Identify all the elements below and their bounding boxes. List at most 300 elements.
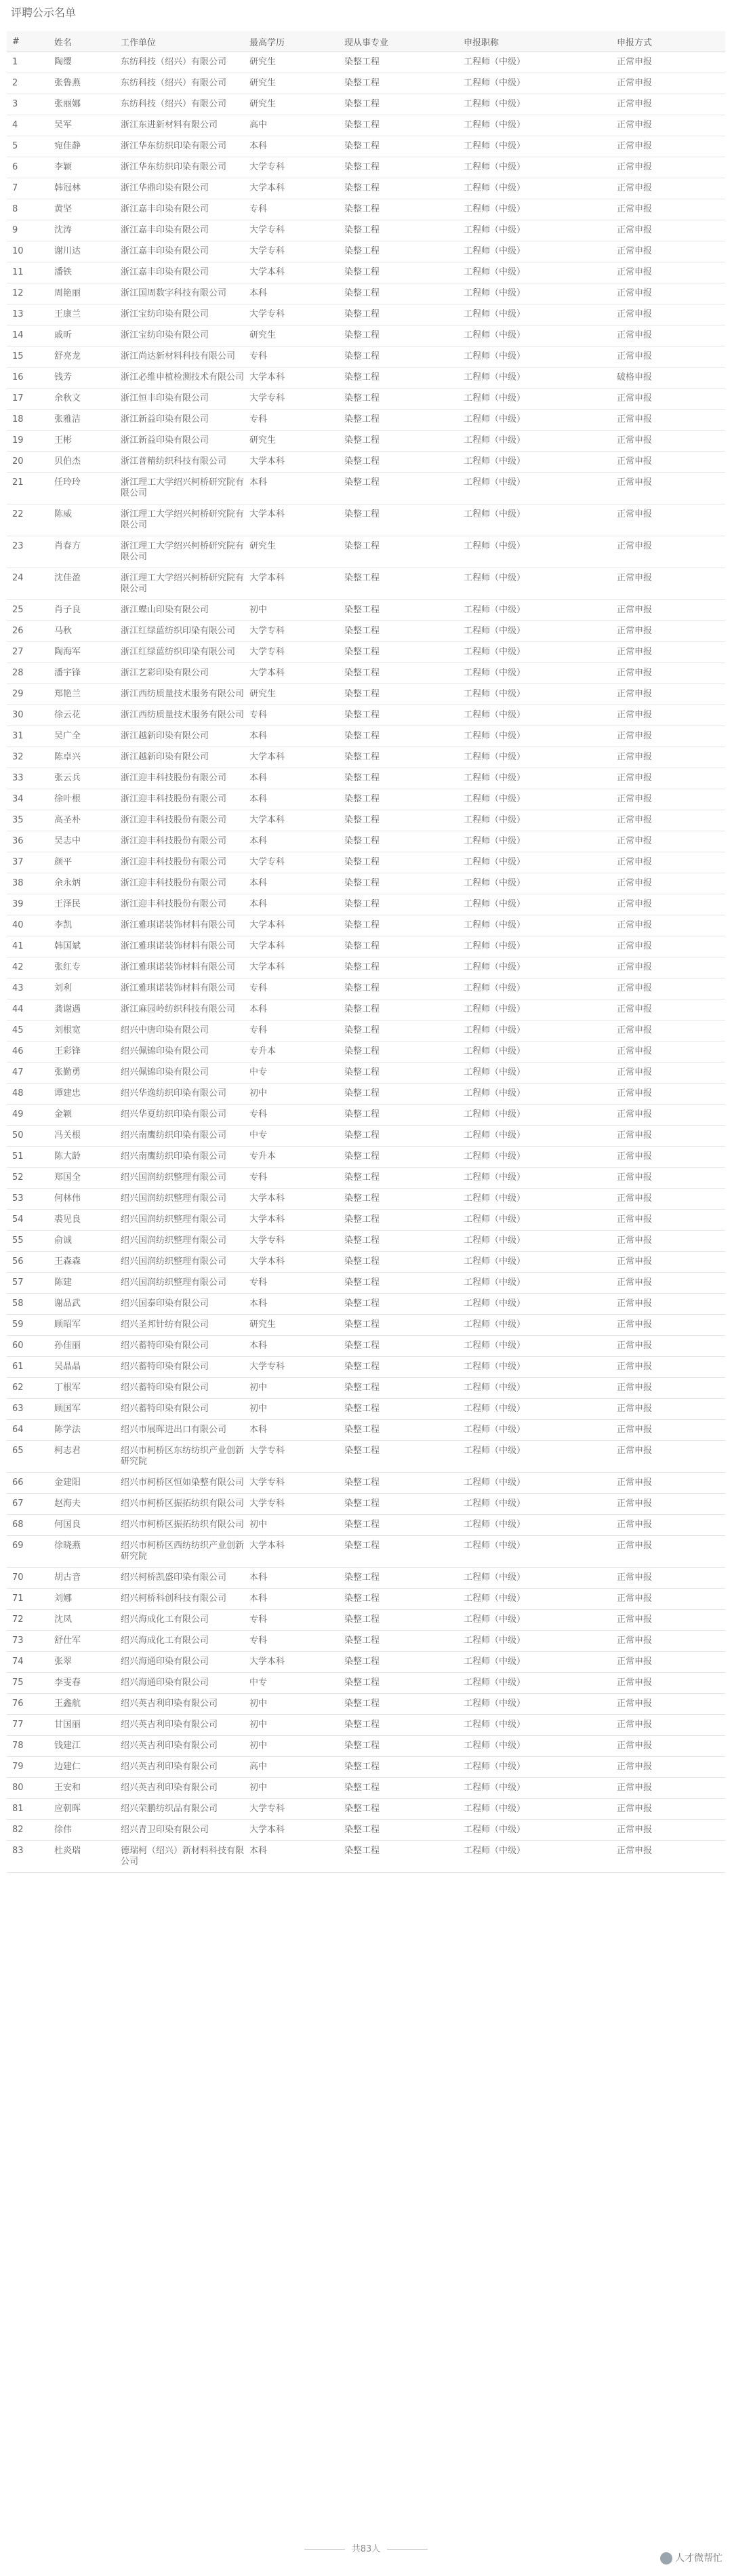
cell-index: 30 <box>7 705 49 726</box>
table-row <box>7 452 725 473</box>
cell-index: 62 <box>7 1378 49 1399</box>
cell-index: 7 <box>7 178 49 199</box>
cell-name: 孙佳丽 <box>49 1336 115 1357</box>
footer-total-label: 共83人 <box>351 2544 381 2554</box>
table-row <box>7 747 725 768</box>
cell-employer: 绍兴海成化工有限公司 <box>115 1610 244 1631</box>
cell-index: 72 <box>7 1610 49 1631</box>
cell-education: 专科 <box>244 199 339 220</box>
cell-title: 工程师（中级） <box>458 1568 611 1589</box>
cell-major: 染整工程 <box>339 600 458 621</box>
table-row <box>7 1189 725 1210</box>
table-row <box>7 283 725 304</box>
header-title: 申报职称 <box>458 31 611 52</box>
cell-employer: 绍兴国润纺织整理有限公司 <box>115 1273 244 1294</box>
cell-index: 74 <box>7 1652 49 1673</box>
cell-major: 染整工程 <box>339 831 458 852</box>
cell-index: 8 <box>7 199 49 220</box>
cell-employer: 东纺科技（绍兴）有限公司 <box>115 73 244 94</box>
cell-method: 正常申报 <box>611 747 725 768</box>
table-row <box>7 1084 725 1105</box>
cell-major: 染整工程 <box>339 642 458 663</box>
table-row <box>7 1420 725 1441</box>
table-row <box>7 115 725 136</box>
cell-title: 工程师（中级） <box>458 1652 611 1673</box>
cell-method: 正常申报 <box>611 94 725 115</box>
cell-title: 工程师（中级） <box>458 1515 611 1536</box>
cell-method: 正常申报 <box>611 1168 725 1189</box>
cell-title: 工程师（中级） <box>458 642 611 663</box>
cell-major: 染整工程 <box>339 1473 458 1494</box>
cell-education: 专科 <box>244 1168 339 1189</box>
cell-major: 染整工程 <box>339 978 458 999</box>
cell-index: 10 <box>7 241 49 262</box>
cell-method: 破格申报 <box>611 368 725 389</box>
cell-title: 工程师（中级） <box>458 810 611 831</box>
cell-index: 28 <box>7 663 49 684</box>
cell-employer: 绍兴华夏纺织印染有限公司 <box>115 1105 244 1126</box>
table-row <box>7 1536 725 1568</box>
cell-index: 56 <box>7 1252 49 1273</box>
cell-major: 染整工程 <box>339 410 458 431</box>
cell-education: 大学本科 <box>244 936 339 957</box>
cell-title: 工程师（中级） <box>458 1231 611 1252</box>
table-row <box>7 705 725 726</box>
table-row <box>7 1378 725 1399</box>
cell-index: 66 <box>7 1473 49 1494</box>
cell-major: 染整工程 <box>339 663 458 684</box>
cell-employer: 绍兴中唐印染有限公司 <box>115 1021 244 1042</box>
cell-major: 染整工程 <box>339 1820 458 1841</box>
cell-method: 正常申报 <box>611 1126 725 1147</box>
cell-major: 染整工程 <box>339 1652 458 1673</box>
cell-employer: 浙江迎丰科技股份有限公司 <box>115 894 244 915</box>
cell-index: 60 <box>7 1336 49 1357</box>
cell-title: 工程师（中级） <box>458 1399 611 1420</box>
cell-employer: 浙江越新印染有限公司 <box>115 747 244 768</box>
cell-method: 正常申报 <box>611 431 725 452</box>
cell-title: 工程师（中级） <box>458 1168 611 1189</box>
cell-education: 大学专科 <box>244 1799 339 1820</box>
table-row <box>7 262 725 283</box>
table-row <box>7 431 725 452</box>
cell-index: 44 <box>7 999 49 1021</box>
table-row <box>7 957 725 978</box>
cell-employer: 浙江越新印染有限公司 <box>115 726 244 747</box>
cell-employer: 绍兴南鹰纺织印染有限公司 <box>115 1147 244 1168</box>
page-title: 评聘公示名单 <box>11 6 77 19</box>
cell-method: 正常申报 <box>611 1063 725 1084</box>
cell-name: 吴晶晶 <box>49 1357 115 1378</box>
cell-index: 81 <box>7 1799 49 1820</box>
cell-education: 初中 <box>244 1778 339 1799</box>
cell-title: 工程师（中级） <box>458 1420 611 1441</box>
cell-education: 中专 <box>244 1673 339 1694</box>
table-row <box>7 136 725 157</box>
cell-education: 大学本科 <box>244 747 339 768</box>
cell-index: 58 <box>7 1294 49 1315</box>
cell-index: 29 <box>7 684 49 705</box>
cell-title: 工程师（中级） <box>458 873 611 894</box>
table-row <box>7 52 725 73</box>
cell-education: 专科 <box>244 410 339 431</box>
cell-method: 正常申报 <box>611 1336 725 1357</box>
cell-name: 顾昭军 <box>49 1315 115 1336</box>
cell-index: 22 <box>7 504 49 536</box>
cell-title: 工程师（中级） <box>458 684 611 705</box>
cell-education: 大学专科 <box>244 157 339 178</box>
cell-education: 大学专科 <box>244 1441 339 1473</box>
wechat-avatar-icon <box>660 2552 672 2564</box>
cell-method: 正常申报 <box>611 1378 725 1399</box>
cell-name: 丁根军 <box>49 1378 115 1399</box>
cell-method: 正常申报 <box>611 504 725 536</box>
cell-method: 正常申报 <box>611 936 725 957</box>
cell-index: 2 <box>7 73 49 94</box>
table-row <box>7 568 725 600</box>
cell-education: 本科 <box>244 1420 339 1441</box>
cell-method: 正常申报 <box>611 452 725 473</box>
cell-name: 潘宇锋 <box>49 663 115 684</box>
cell-name: 陈卓兴 <box>49 747 115 768</box>
header-name: 姓名 <box>49 31 115 52</box>
cell-education: 大学本科 <box>244 810 339 831</box>
table-row <box>7 1694 725 1715</box>
cell-name: 陈建 <box>49 1273 115 1294</box>
cell-name: 郑国全 <box>49 1168 115 1189</box>
cell-employer: 浙江迎丰科技股份有限公司 <box>115 852 244 873</box>
cell-employer: 绍兴国润纺织整理有限公司 <box>115 1231 244 1252</box>
cell-method: 正常申报 <box>611 1736 725 1757</box>
cell-employer: 绍兴华逸纺织印染有限公司 <box>115 1084 244 1105</box>
cell-education: 初中 <box>244 1399 339 1420</box>
cell-title: 工程师（中级） <box>458 1757 611 1778</box>
cell-major: 染整工程 <box>339 1042 458 1063</box>
cell-method: 正常申报 <box>611 1473 725 1494</box>
cell-title: 工程师（中级） <box>458 410 611 431</box>
cell-method: 正常申报 <box>611 241 725 262</box>
cell-major: 染整工程 <box>339 1210 458 1231</box>
cell-major: 染整工程 <box>339 810 458 831</box>
table-row <box>7 852 725 873</box>
cell-index: 68 <box>7 1515 49 1536</box>
cell-method: 正常申报 <box>611 220 725 241</box>
cell-title: 工程师（中级） <box>458 1473 611 1494</box>
cell-method: 正常申报 <box>611 1673 725 1694</box>
cell-index: 55 <box>7 1231 49 1252</box>
cell-method: 正常申报 <box>611 1652 725 1673</box>
cell-major: 染整工程 <box>339 1357 458 1378</box>
table-row <box>7 663 725 684</box>
cell-title: 工程师（中级） <box>458 1736 611 1757</box>
cell-method: 正常申报 <box>611 389 725 410</box>
cell-title: 工程师（中级） <box>458 621 611 642</box>
table-row <box>7 1105 725 1126</box>
cell-index: 27 <box>7 642 49 663</box>
table-row <box>7 1715 725 1736</box>
cell-title: 工程师（中级） <box>458 178 611 199</box>
table-row <box>7 1231 725 1252</box>
cell-method: 正常申报 <box>611 1778 725 1799</box>
cell-major: 染整工程 <box>339 1126 458 1147</box>
cell-index: 18 <box>7 410 49 431</box>
cell-title: 工程师（中级） <box>458 1357 611 1378</box>
table-row <box>7 1778 725 1799</box>
cell-employer: 绍兴英吉利印染有限公司 <box>115 1757 244 1778</box>
cell-education: 大学本科 <box>244 915 339 936</box>
cell-employer: 东纺科技（绍兴）有限公司 <box>115 52 244 73</box>
cell-method: 正常申报 <box>611 115 725 136</box>
header-method: 申报方式 <box>611 31 725 52</box>
cell-employer: 浙江红绿蓝纺织印染有限公司 <box>115 642 244 663</box>
cell-name: 沈涛 <box>49 220 115 241</box>
table-row <box>7 1021 725 1042</box>
table-row <box>7 1473 725 1494</box>
cell-method: 正常申报 <box>611 1515 725 1536</box>
cell-index: 40 <box>7 915 49 936</box>
cell-title: 工程师（中级） <box>458 705 611 726</box>
footer-divider-right <box>387 2549 428 2550</box>
cell-major: 染整工程 <box>339 1084 458 1105</box>
cell-education: 大学本科 <box>244 1652 339 1673</box>
cell-title: 工程师（中级） <box>458 368 611 389</box>
cell-method: 正常申报 <box>611 1536 725 1568</box>
cell-name: 王鑫航 <box>49 1694 115 1715</box>
cell-major: 染整工程 <box>339 504 458 536</box>
cell-employer: 绍兴圣邦针纺有限公司 <box>115 1315 244 1336</box>
cell-title: 工程师（中级） <box>458 1536 611 1568</box>
cell-major: 染整工程 <box>339 999 458 1021</box>
table-row <box>7 199 725 220</box>
cell-education: 专科 <box>244 705 339 726</box>
table-row <box>7 1273 725 1294</box>
cell-major: 染整工程 <box>339 1589 458 1610</box>
cell-method: 正常申报 <box>611 852 725 873</box>
cell-method: 正常申报 <box>611 1441 725 1473</box>
cell-method: 正常申报 <box>611 1357 725 1378</box>
table-row <box>7 1515 725 1536</box>
cell-name: 李凯 <box>49 915 115 936</box>
cell-employer: 浙江理工大学绍兴柯桥研究院有限公司 <box>115 536 244 568</box>
cell-name: 王彬 <box>49 431 115 452</box>
cell-title: 工程师（中级） <box>458 241 611 262</box>
cell-name: 何林伟 <box>49 1189 115 1210</box>
cell-major: 染整工程 <box>339 283 458 304</box>
cell-employer: 浙江迎丰科技股份有限公司 <box>115 873 244 894</box>
cell-method: 正常申报 <box>611 1399 725 1420</box>
table-row <box>7 473 725 504</box>
cell-index: 49 <box>7 1105 49 1126</box>
cell-name: 韩国斌 <box>49 936 115 957</box>
cell-education: 本科 <box>244 283 339 304</box>
cell-employer: 浙江西纺质量技术服务有限公司 <box>115 705 244 726</box>
cell-name: 裘见良 <box>49 1210 115 1231</box>
table-row <box>7 157 725 178</box>
cell-title: 工程师（中级） <box>458 1378 611 1399</box>
cell-major: 染整工程 <box>339 1294 458 1315</box>
table-body <box>7 52 725 1873</box>
table-row <box>7 1631 725 1652</box>
cell-employer: 绍兴市柯桥区振拓纺织有限公司 <box>115 1515 244 1536</box>
cell-education: 大学本科 <box>244 1252 339 1273</box>
cell-index: 78 <box>7 1736 49 1757</box>
cell-name: 郑艳兰 <box>49 684 115 705</box>
cell-education: 大学专科 <box>244 852 339 873</box>
cell-method: 正常申报 <box>611 1494 725 1515</box>
cell-employer: 浙江迎丰科技股份有限公司 <box>115 810 244 831</box>
cell-name: 颜平 <box>49 852 115 873</box>
cell-major: 染整工程 <box>339 568 458 600</box>
cell-method: 正常申报 <box>611 768 725 789</box>
cell-employer: 绍兴蓄特印染有限公司 <box>115 1357 244 1378</box>
cell-name: 潘铁 <box>49 262 115 283</box>
cell-index: 19 <box>7 431 49 452</box>
cell-name: 宛佳静 <box>49 136 115 157</box>
cell-name: 甘国丽 <box>49 1715 115 1736</box>
cell-title: 工程师（中级） <box>458 1105 611 1126</box>
cell-major: 染整工程 <box>339 1441 458 1473</box>
cell-title: 工程师（中级） <box>458 52 611 73</box>
cell-index: 12 <box>7 283 49 304</box>
cell-employer: 绍兴国润纺织整理有限公司 <box>115 1252 244 1273</box>
cell-index: 83 <box>7 1841 49 1873</box>
cell-method: 正常申报 <box>611 789 725 810</box>
cell-title: 工程师（中级） <box>458 831 611 852</box>
cell-major: 染整工程 <box>339 915 458 936</box>
cell-education: 大学本科 <box>244 1820 339 1841</box>
table-row <box>7 1042 725 1063</box>
cell-index: 82 <box>7 1820 49 1841</box>
cell-method: 正常申报 <box>611 873 725 894</box>
cell-education: 研究生 <box>244 536 339 568</box>
cell-name: 陶海军 <box>49 642 115 663</box>
cell-major: 染整工程 <box>339 1420 458 1441</box>
cell-education: 专升本 <box>244 1042 339 1063</box>
cell-education: 本科 <box>244 894 339 915</box>
header-major: 现从事专业 <box>339 31 458 52</box>
cell-method: 正常申报 <box>611 568 725 600</box>
cell-employer: 浙江雅琪诺装饰材料有限公司 <box>115 978 244 999</box>
cell-employer: 浙江新益印染有限公司 <box>115 410 244 431</box>
cell-employer: 浙江雅琪诺装饰材料有限公司 <box>115 915 244 936</box>
cell-index: 45 <box>7 1021 49 1042</box>
table-row <box>7 1147 725 1168</box>
cell-method: 正常申报 <box>611 1294 725 1315</box>
cell-name: 黄坚 <box>49 199 115 220</box>
cell-method: 正常申报 <box>611 999 725 1021</box>
cell-method: 正常申报 <box>611 978 725 999</box>
cell-major: 染整工程 <box>339 1189 458 1210</box>
cell-education: 研究生 <box>244 431 339 452</box>
cell-method: 正常申报 <box>611 536 725 568</box>
cell-method: 正常申报 <box>611 621 725 642</box>
table-row <box>7 684 725 705</box>
cell-employer: 绍兴佩锦印染有限公司 <box>115 1042 244 1063</box>
table-row <box>7 73 725 94</box>
table-row <box>7 1652 725 1673</box>
cell-education: 高中 <box>244 1757 339 1778</box>
cell-name: 徐伟 <box>49 1820 115 1841</box>
watermark <box>660 2551 723 2564</box>
cell-index: 15 <box>7 346 49 368</box>
cell-major: 染整工程 <box>339 473 458 504</box>
cell-education: 本科 <box>244 1568 339 1589</box>
cell-title: 工程师（中级） <box>458 1715 611 1736</box>
cell-method: 正常申报 <box>611 1631 725 1652</box>
cell-index: 71 <box>7 1589 49 1610</box>
cell-major: 染整工程 <box>339 1168 458 1189</box>
header-employer: 工作单位 <box>115 31 244 52</box>
cell-index: 80 <box>7 1778 49 1799</box>
cell-employer: 绍兴南鹰纺织印染有限公司 <box>115 1126 244 1147</box>
cell-education: 初中 <box>244 1694 339 1715</box>
cell-method: 正常申报 <box>611 642 725 663</box>
table-row <box>7 789 725 810</box>
cell-name: 刘根宽 <box>49 1021 115 1042</box>
cell-employer: 绍兴海通印染有限公司 <box>115 1673 244 1694</box>
cell-name: 柯志君 <box>49 1441 115 1473</box>
cell-title: 工程师（中级） <box>458 894 611 915</box>
cell-index: 73 <box>7 1631 49 1652</box>
cell-index: 64 <box>7 1420 49 1441</box>
cell-index: 16 <box>7 368 49 389</box>
cell-method: 正常申报 <box>611 1799 725 1820</box>
cell-name: 张勤勇 <box>49 1063 115 1084</box>
cell-name: 张雅洁 <box>49 410 115 431</box>
cell-major: 染整工程 <box>339 705 458 726</box>
cell-method: 正常申报 <box>611 915 725 936</box>
cell-major: 染整工程 <box>339 220 458 241</box>
cell-major: 染整工程 <box>339 1252 458 1273</box>
cell-major: 染整工程 <box>339 241 458 262</box>
cell-employer: 浙江东进新材料有限公司 <box>115 115 244 136</box>
cell-education: 大学专科 <box>244 241 339 262</box>
table-row <box>7 1336 725 1357</box>
cell-title: 工程师（中级） <box>458 115 611 136</box>
table-row <box>7 1494 725 1515</box>
cell-index: 13 <box>7 304 49 325</box>
cell-method: 正常申报 <box>611 684 725 705</box>
cell-employer: 浙江华鼎印染有限公司 <box>115 178 244 199</box>
cell-major: 染整工程 <box>339 768 458 789</box>
cell-education: 大学本科 <box>244 1210 339 1231</box>
cell-method: 正常申报 <box>611 1589 725 1610</box>
cell-index: 11 <box>7 262 49 283</box>
cell-education: 大学专科 <box>244 1231 339 1252</box>
cell-name: 吴军 <box>49 115 115 136</box>
cell-index: 21 <box>7 473 49 504</box>
cell-method: 正常申报 <box>611 600 725 621</box>
cell-method: 正常申报 <box>611 136 725 157</box>
cell-major: 染整工程 <box>339 178 458 199</box>
cell-title: 工程师（中级） <box>458 1084 611 1105</box>
table-row <box>7 325 725 346</box>
cell-title: 工程师（中级） <box>458 1294 611 1315</box>
cell-title: 工程师（中级） <box>458 1147 611 1168</box>
cell-major: 染整工程 <box>339 536 458 568</box>
cell-title: 工程师（中级） <box>458 999 611 1021</box>
cell-method: 正常申报 <box>611 52 725 73</box>
cell-name: 李雯春 <box>49 1673 115 1694</box>
cell-name: 王泽民 <box>49 894 115 915</box>
table-row <box>7 1757 725 1778</box>
cell-name: 何国良 <box>49 1515 115 1536</box>
table-row <box>7 1315 725 1336</box>
cell-employer: 浙江国周数字科技有限公司 <box>115 283 244 304</box>
cell-index: 37 <box>7 852 49 873</box>
cell-major: 染整工程 <box>339 1105 458 1126</box>
cell-name: 钱芳 <box>49 368 115 389</box>
